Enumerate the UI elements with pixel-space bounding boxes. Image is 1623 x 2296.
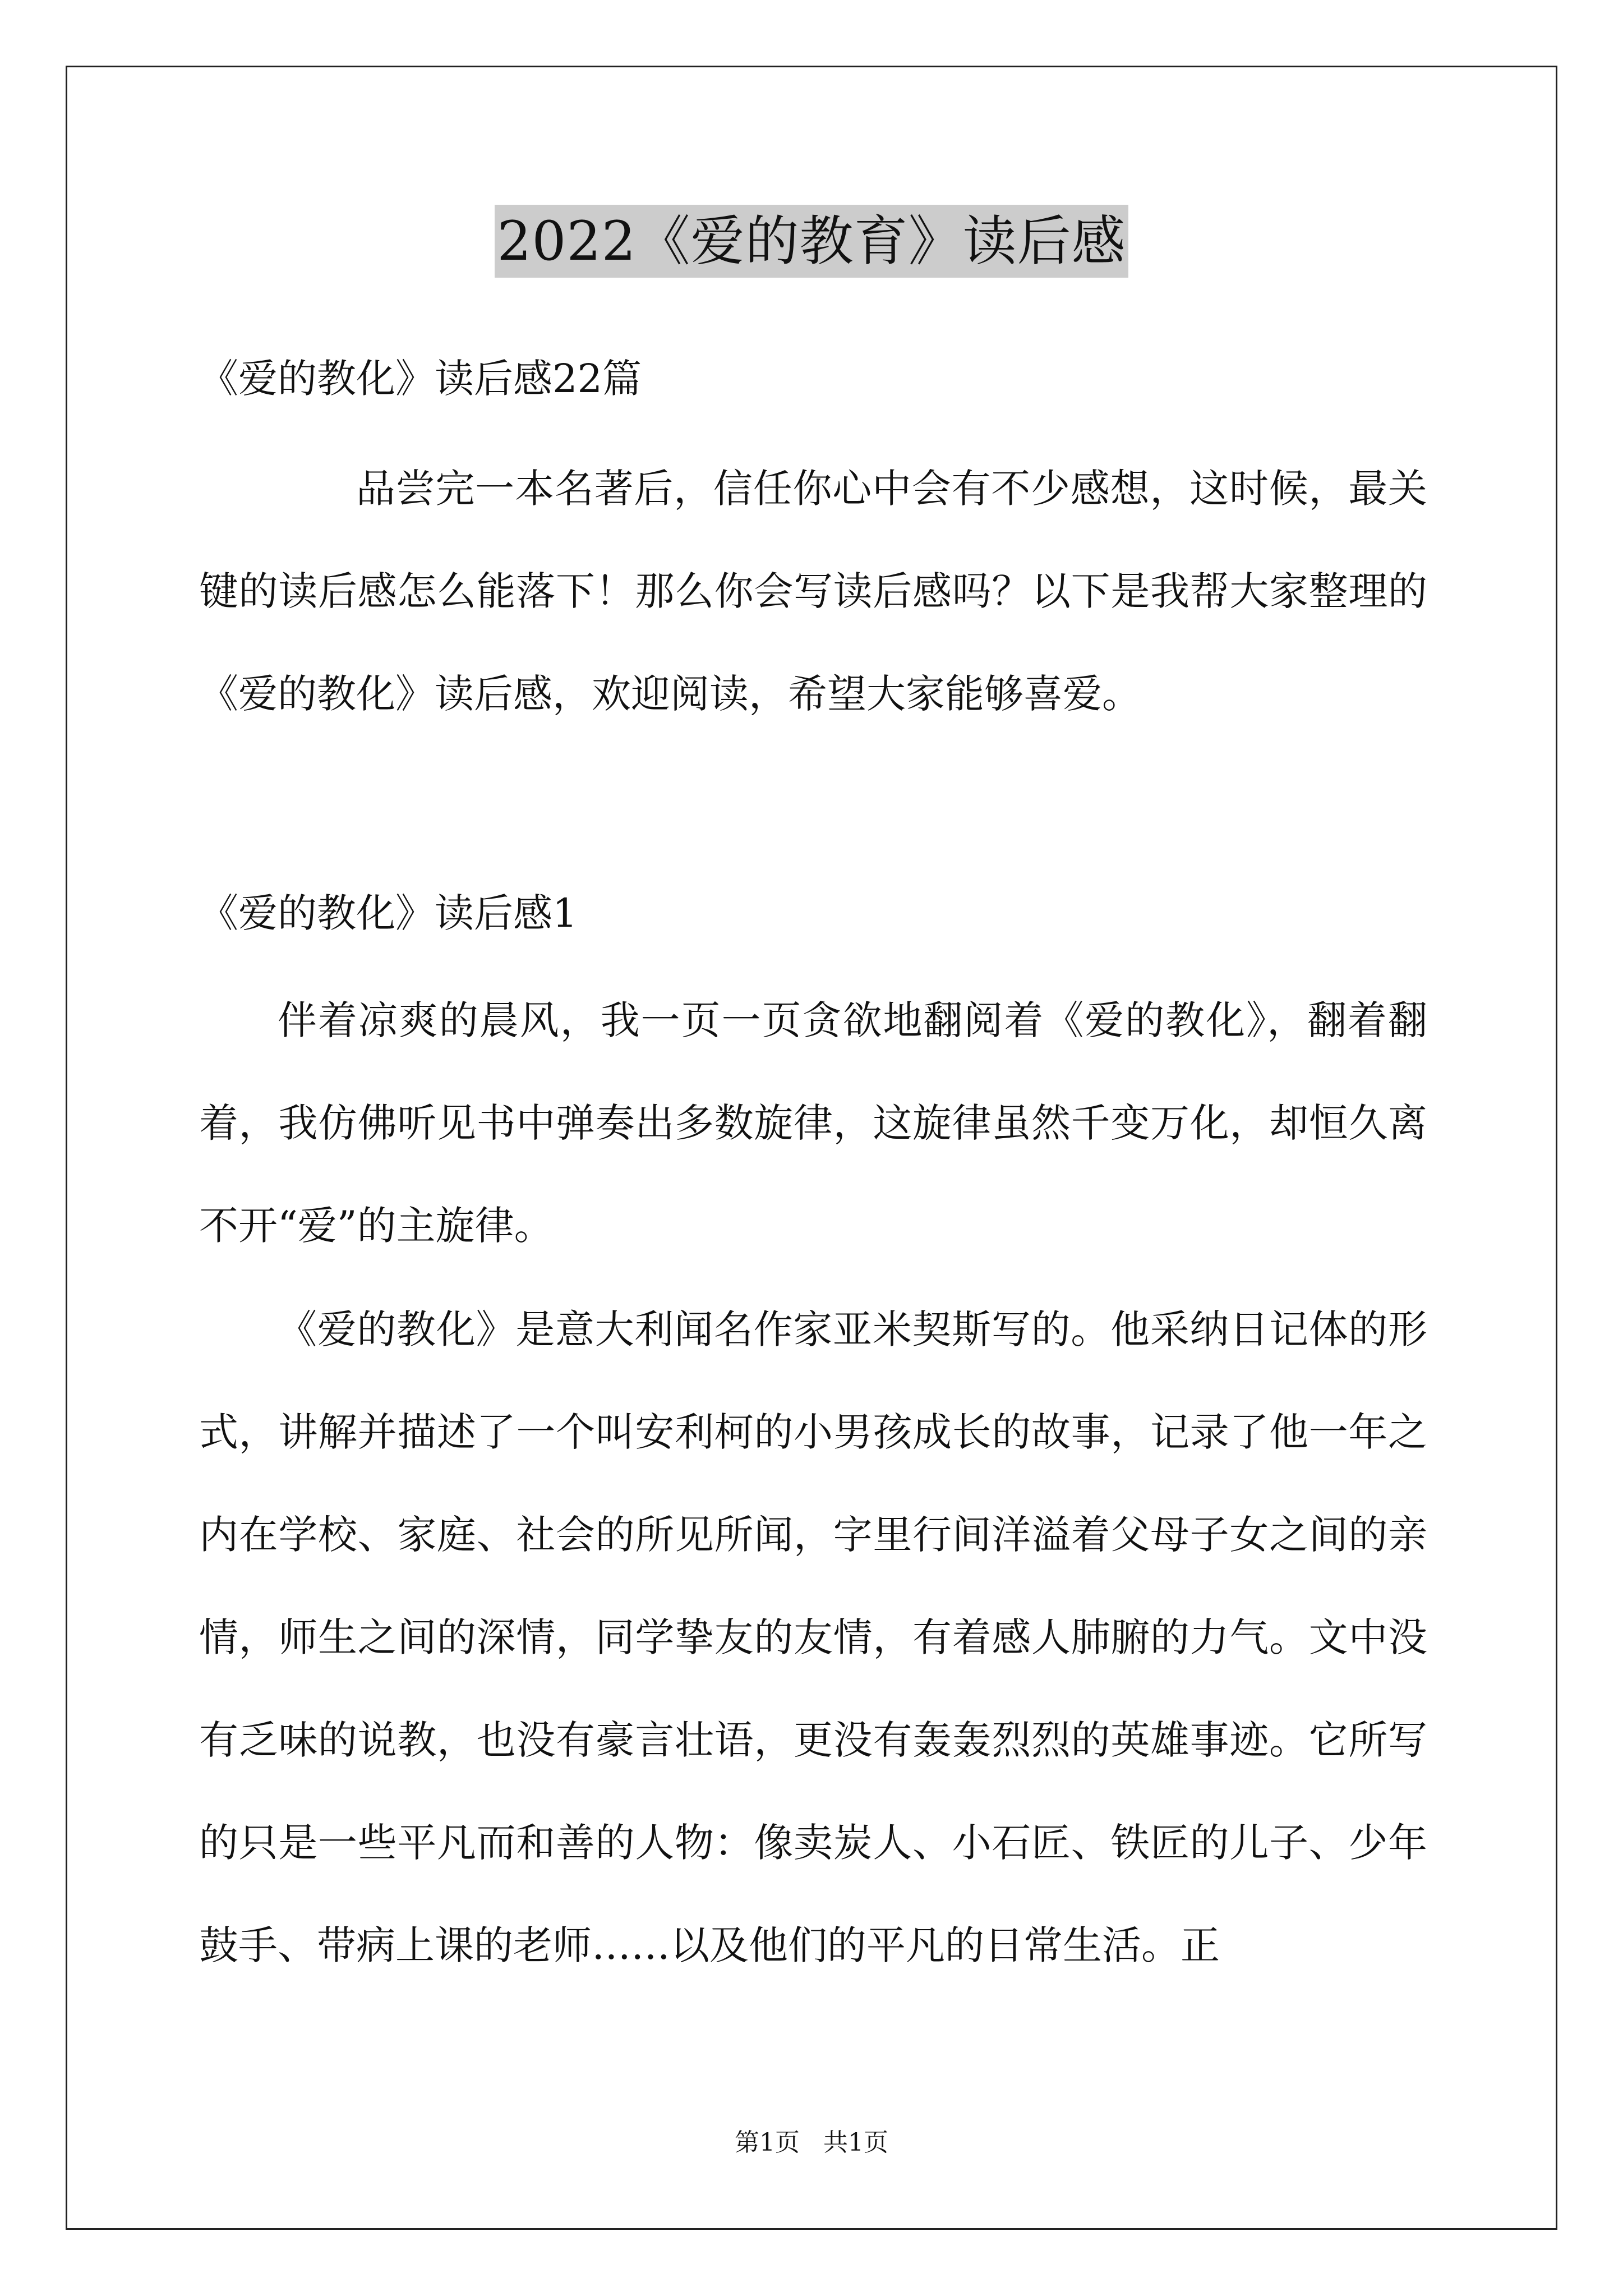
- document-subtitle: 《爱的教化》读后感22篇: [199, 356, 642, 402]
- document-title: 2022《爱的教育》读后感: [495, 205, 1128, 278]
- intro-paragraph: 品尝完一本名著后，信任你心中会有不少感想，这时候，最关键的读后感怎么能落下！那么你会写读后感吗？以下是我帮大家整理的《爱的教化》读后感，欢迎阅读，希望大家能够喜爱。: [199, 466, 1427, 717]
- body-paragraph-2: 《爱的教化》是意大利闻名作家亚米契斯写的。他采纳日记体的形式，讲解并描述了一个叫安利柯的小男孩成长的故事，记录了他一年之内在学校、家庭、社会的所见所闻，字里行间洋溢着父母子女之间的亲情，师生之间的深情，同学挚友的友情，有着感人肺腑的力气。文中没有乏味的说教，也没有豪言壮语，更没有轰轰烈烈的英雄事迹。它所写的只是一些平凡而和善的人物：像卖炭人、小石匠、铁匠的儿子、少年鼓手、带病上课的老师……以及他们的平凡的日常生活。正: [199, 1306, 1427, 1968]
- section-heading: 《爱的教化》读后感1: [199, 890, 578, 936]
- body-paragraph-1: 伴着凉爽的晨风，我一页一页贪欲地翻阅着《爱的教化》，翻着翻着，我仿佛听见书中弹奏出多数旋律，这旋律虽然千变万化，却恒久离不开“爱”的主旋律。: [199, 997, 1427, 1249]
- title-container: [0, 205, 1623, 278]
- page-footer: 第1页 共1页: [735, 2128, 888, 2157]
